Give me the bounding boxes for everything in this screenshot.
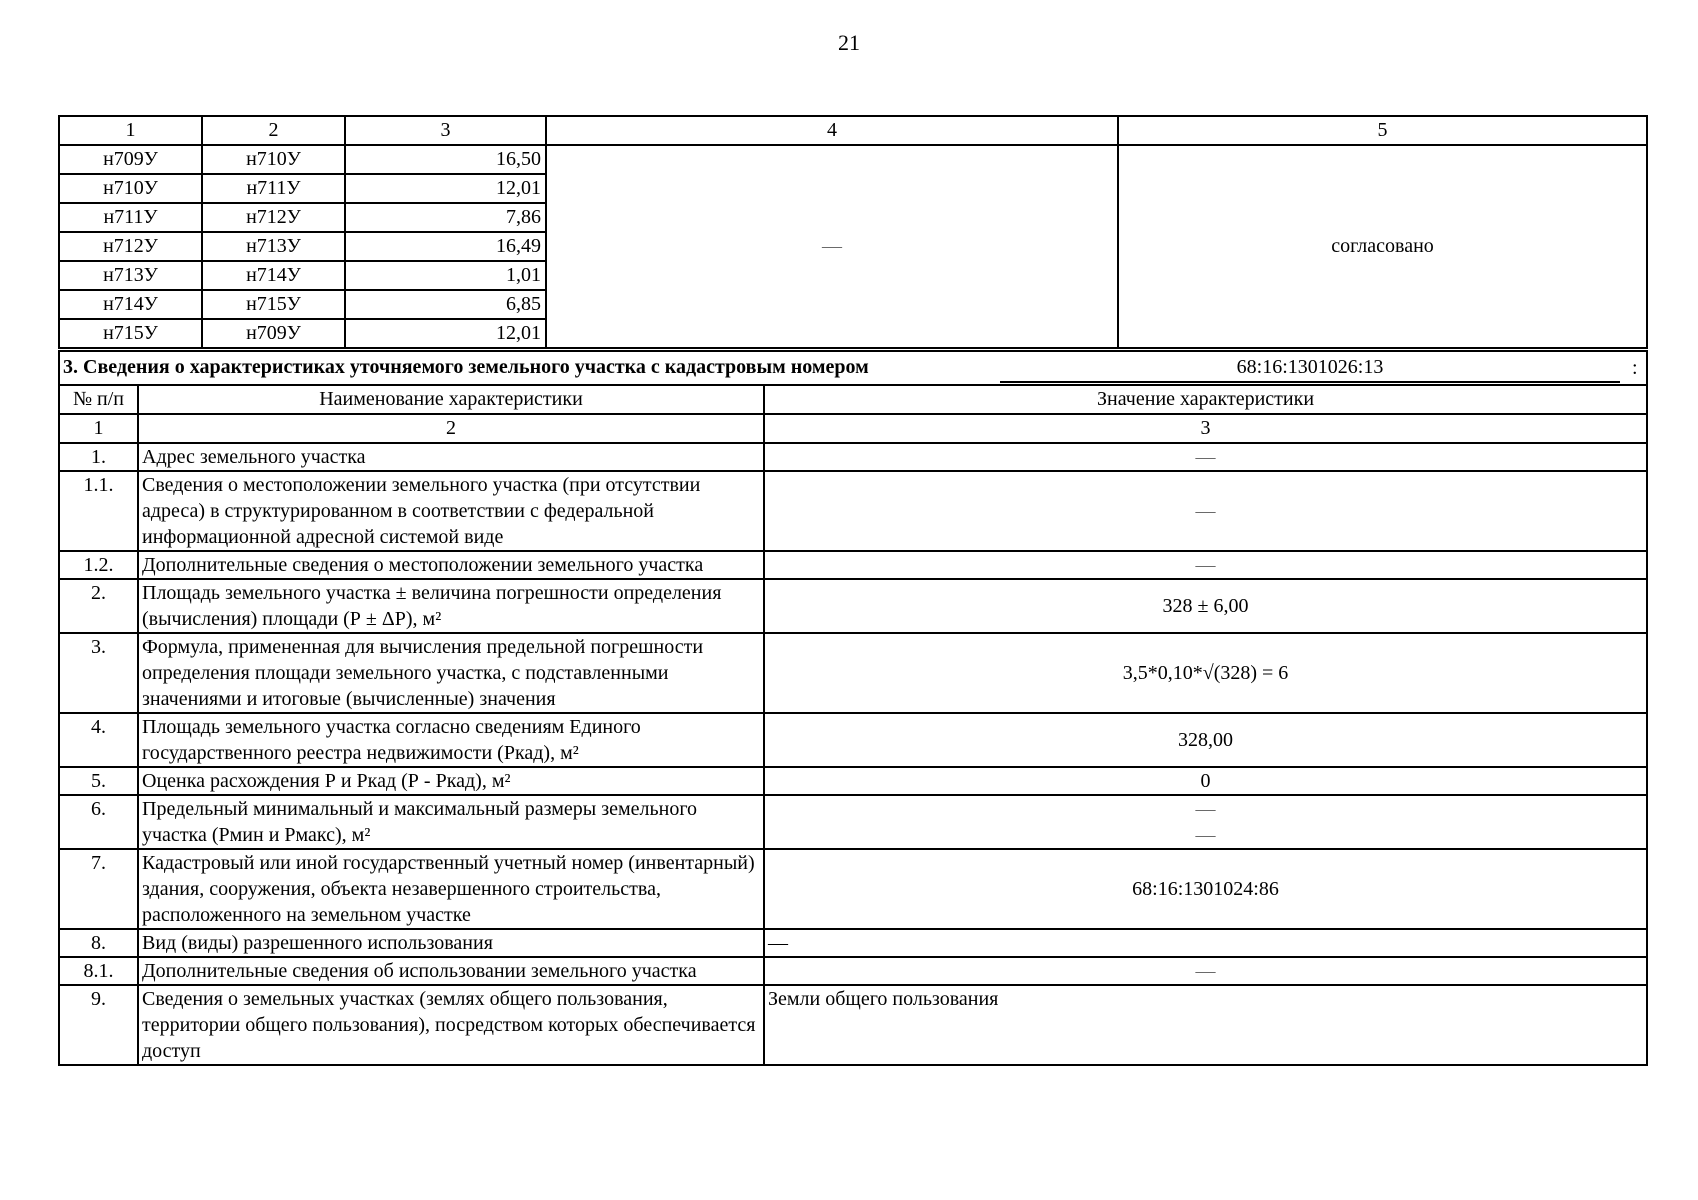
point-to: н711У xyxy=(202,174,345,203)
row-name: Площадь земельного участка ± величина погрешности определения (вычисления) площади (Р ± ΔР), м² xyxy=(138,579,764,633)
row-number: 2. xyxy=(59,579,138,633)
row-number: 6. xyxy=(59,795,138,849)
row-name: Площадь земельного участка согласно сведениям Единого государственного реестра недвижимости (Ркад), м² xyxy=(138,713,764,767)
colon: : xyxy=(1632,357,1638,379)
table-row xyxy=(59,633,1647,713)
segment-length: 6,85 xyxy=(345,290,546,319)
table-row xyxy=(59,579,1647,633)
row-number: 1.2. xyxy=(59,551,138,579)
row-name: Формула, примененная для вычисления предельной погрешности определения площади земельного участка, с подставленными значениями и итоговые (вычисленные) значения xyxy=(138,633,764,713)
table-row xyxy=(59,795,1647,849)
table-row xyxy=(59,443,1647,471)
col-number: 2 xyxy=(138,414,764,443)
value-max: — xyxy=(1195,824,1216,846)
row-value: 3,5*0,10*√(328) = 6 xyxy=(764,633,1647,713)
row-number: 8. xyxy=(59,929,138,957)
section-title-cell xyxy=(59,351,1647,385)
point-to: н713У xyxy=(202,232,345,261)
row-number: 4. xyxy=(59,713,138,767)
row-value: — xyxy=(764,929,1647,957)
header-num: № п/п xyxy=(59,385,138,414)
row-number: 7. xyxy=(59,849,138,929)
table-row xyxy=(59,471,1647,551)
point-from: н710У xyxy=(59,174,202,203)
row-value: — xyxy=(764,443,1647,471)
row-number: 3. xyxy=(59,633,138,713)
row-name: Оценка расхождения Р и Ркад (Р - Ркад), м² xyxy=(138,767,764,795)
col4-value: — xyxy=(546,145,1118,348)
segment-length: 16,50 xyxy=(345,145,546,174)
point-to: н714У xyxy=(202,261,345,290)
table-row xyxy=(59,985,1647,1065)
row-number: 1.1. xyxy=(59,471,138,551)
row-name: Дополнительные сведения о местоположении земельного участка xyxy=(138,551,764,579)
row-value: 68:16:1301024:86 xyxy=(764,849,1647,929)
point-to: н712У xyxy=(202,203,345,232)
page-number: 21 xyxy=(838,30,860,55)
characteristics-table xyxy=(58,350,1648,1066)
row-name: Сведения о местоположении земельного участка (при отсутствии адреса) в структурированном в соответствии с федеральной информационной адресной системой виде xyxy=(138,471,764,551)
row-value: 328,00 xyxy=(764,713,1647,767)
point-from: н711У xyxy=(59,203,202,232)
row-name: Предельный минимальный и максимальный размеры земельного участка (Рмин и Рмакс), м² xyxy=(138,795,764,849)
header-cell: 2 xyxy=(202,116,345,145)
header-name: Наименование характеристики xyxy=(138,385,764,414)
header-cell: 5 xyxy=(1118,116,1647,145)
row-name: Вид (виды) разрешенного использования xyxy=(138,929,764,957)
header-row xyxy=(59,385,1647,414)
col5-value: согласовано xyxy=(1118,145,1647,348)
segment-length: 12,01 xyxy=(345,319,546,348)
segment-length: 7,86 xyxy=(345,203,546,232)
row-value xyxy=(764,795,1647,849)
row-name: Адрес земельного участка xyxy=(138,443,764,471)
section-title-row xyxy=(59,351,1647,385)
row-value: 328 ± 6,00 xyxy=(764,579,1647,633)
segment-length: 16,49 xyxy=(345,232,546,261)
table-row xyxy=(59,145,1647,174)
point-from: н709У xyxy=(59,145,202,174)
col-number-row xyxy=(59,414,1647,443)
col-number: 1 xyxy=(59,414,138,443)
segments-table xyxy=(58,115,1648,349)
row-value: Земли общего пользования xyxy=(764,985,1647,1065)
row-value: — xyxy=(764,471,1647,551)
row-name: Сведения о земельных участках (землях общего пользования, территории общего пользования), посредством которых обеспечивается доступ xyxy=(138,985,764,1065)
point-from: н714У xyxy=(59,290,202,319)
row-number: 5. xyxy=(59,767,138,795)
point-from: н712У xyxy=(59,232,202,261)
table-row xyxy=(59,713,1647,767)
header-cell: 3 xyxy=(345,116,546,145)
table-row xyxy=(59,767,1647,795)
row-name: Кадастровый или иной государственный учетный номер (инвентарный) здания, сооружения, объекта незавершенного строительства, расположенного на земельном участке xyxy=(138,849,764,929)
point-from: н715У xyxy=(59,319,202,348)
row-number: 9. xyxy=(59,985,138,1065)
row-number: 8.1. xyxy=(59,957,138,985)
table-row xyxy=(59,849,1647,929)
cadastral-number: 68:16:1301026:13 xyxy=(1000,353,1620,383)
table-row xyxy=(59,551,1647,579)
table-row xyxy=(59,957,1647,985)
point-from: н713У xyxy=(59,261,202,290)
point-to: н709У xyxy=(202,319,345,348)
row-number: 1. xyxy=(59,443,138,471)
row-value: 0 xyxy=(764,767,1647,795)
row-name: Дополнительные сведения об использовании земельного участка xyxy=(138,957,764,985)
row-value: — xyxy=(764,551,1647,579)
value-min: — xyxy=(1195,798,1216,820)
header-cell: 1 xyxy=(59,116,202,145)
segment-length: 12,01 xyxy=(345,174,546,203)
point-to: н710У xyxy=(202,145,345,174)
point-to: н715У xyxy=(202,290,345,319)
segment-length: 1,01 xyxy=(345,261,546,290)
table-row xyxy=(59,929,1647,957)
header-cell: 4 xyxy=(546,116,1118,145)
header-value: Значение характеристики xyxy=(764,385,1647,414)
row-value: — xyxy=(764,957,1647,985)
section-title: 3. Сведения о характеристиках уточняемого земельного участка с кадастровым номером xyxy=(63,356,869,378)
segments-header-row xyxy=(59,116,1647,145)
col-number: 3 xyxy=(764,414,1647,443)
